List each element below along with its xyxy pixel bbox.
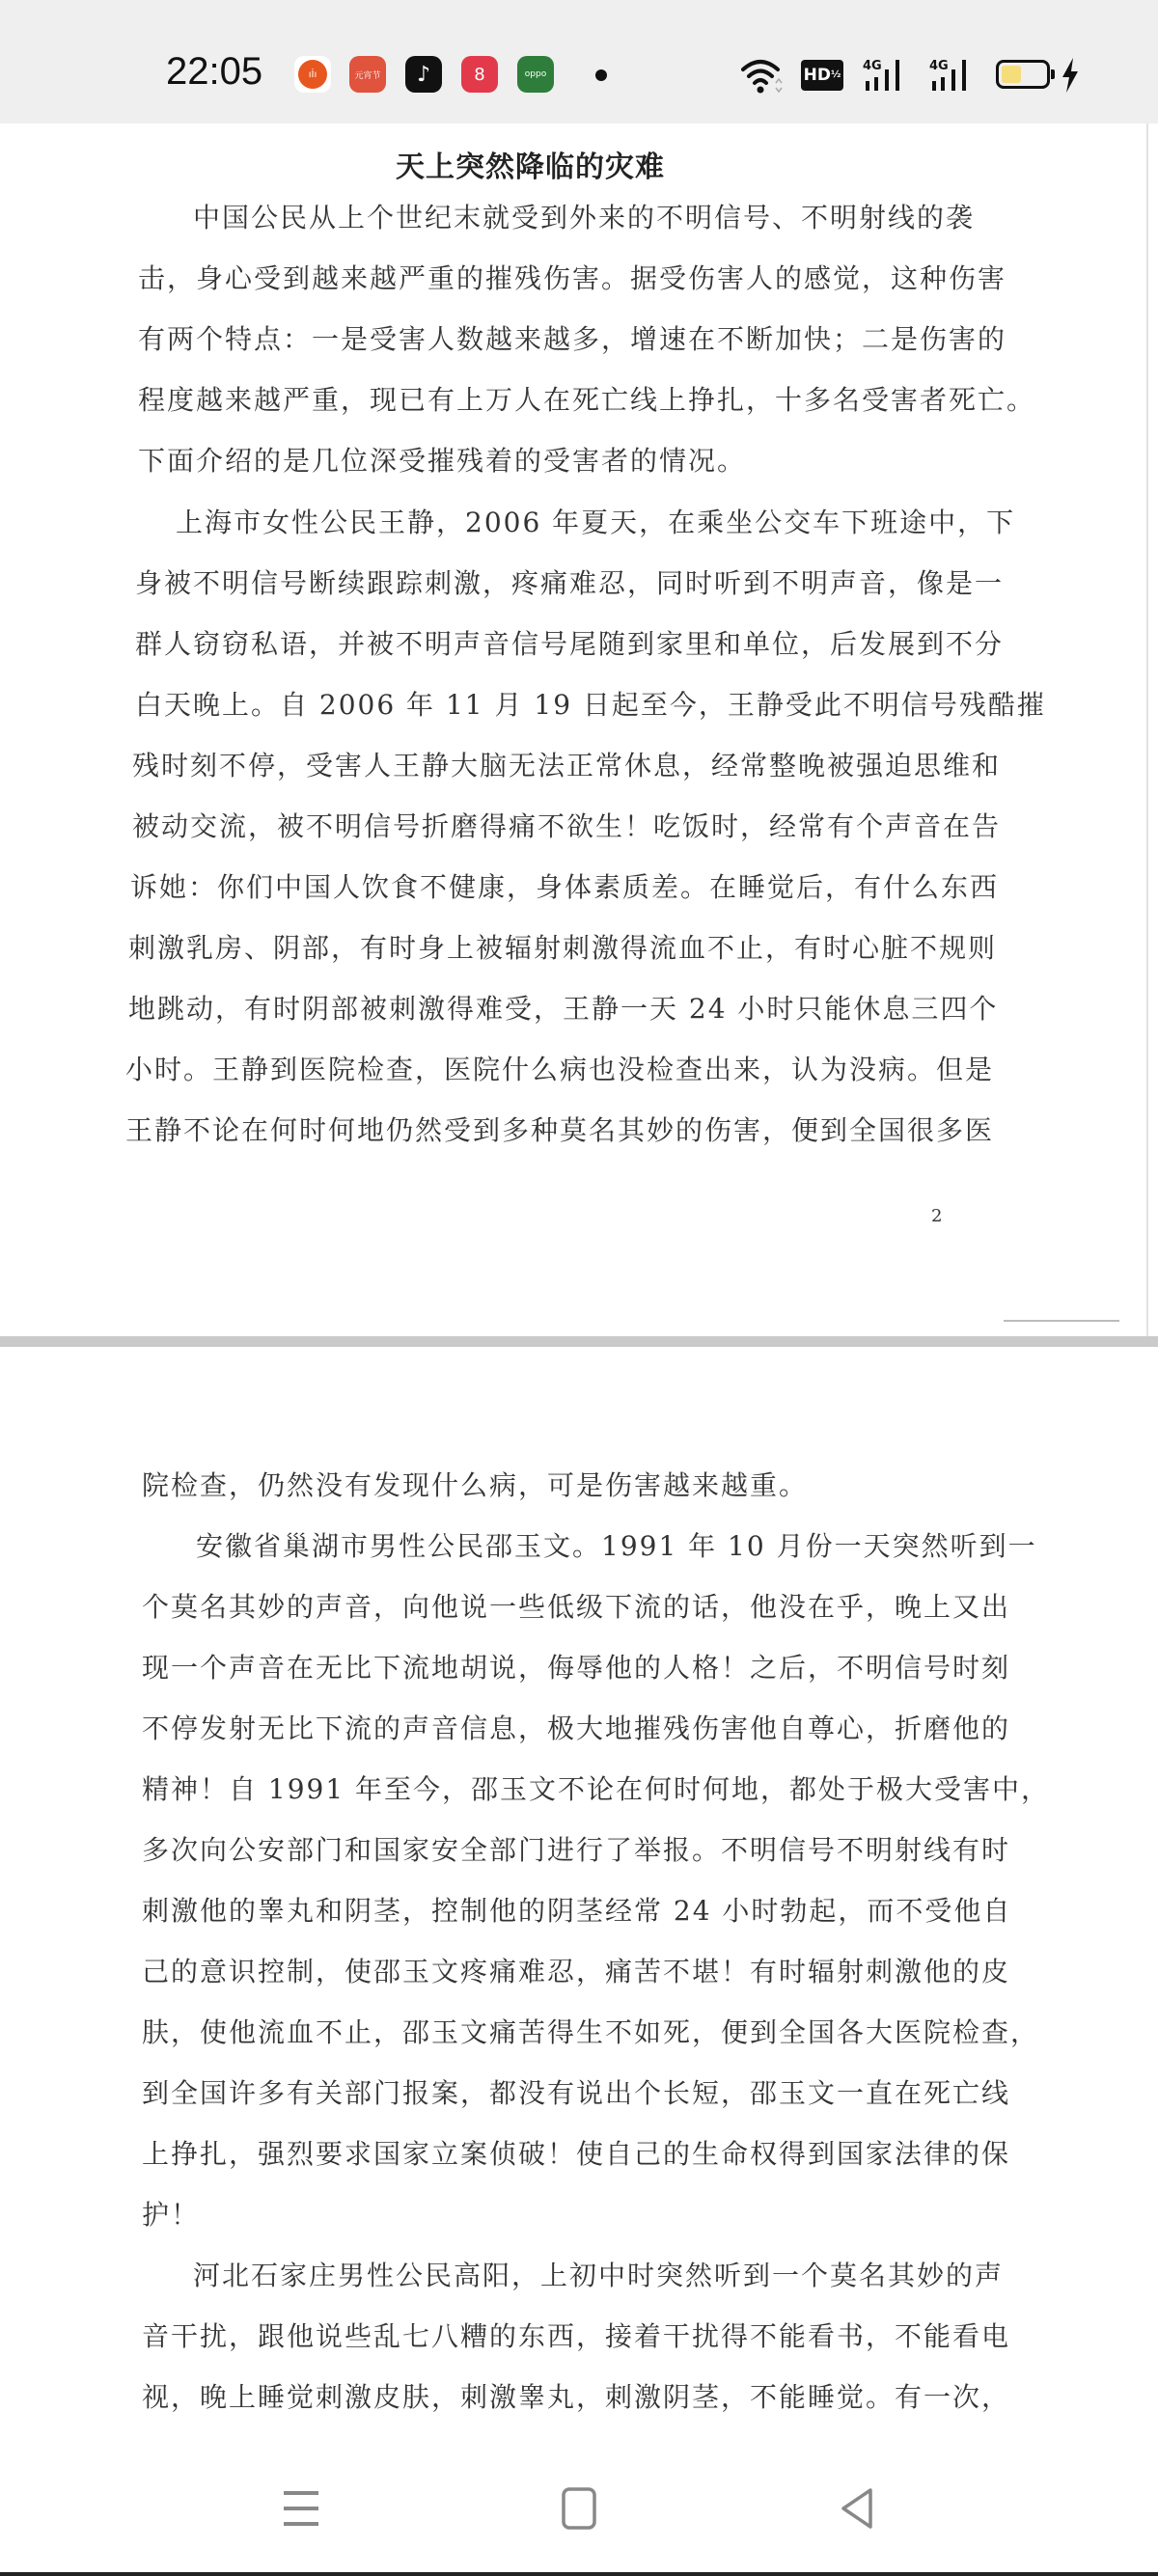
text-line: 地跳动，有时阴部被刺激得难受，王静一天 24 小时只能休息三四个 — [128, 993, 999, 1025]
back-button[interactable] — [828, 2480, 886, 2537]
ximalaya-notification-icon — [294, 56, 331, 93]
text-line: 身被不明信号断续跟踪刺激，疼痛难忍，同时听到不明声音，像是一 — [135, 567, 1005, 599]
page-number: 2 — [931, 1206, 943, 1226]
menu-lines-icon — [282, 2487, 320, 2530]
network-type-1: 4G — [863, 59, 882, 73]
text-line: 有两个特点：一是受害人数越来越多，增速在不断加快；二是伤害的 — [138, 323, 1007, 355]
recent-apps-button[interactable] — [272, 2480, 330, 2537]
text-line: 音干扰，跟他说些乱七八糟的东西，接着干扰得不能看书，不能看电 — [142, 2320, 1011, 2352]
text-line: 肤，使他流血不止，邵玉文痛苦得生不如死，便到全国各大医院检查， — [142, 2016, 1040, 2048]
charging-bolt-icon — [1060, 56, 1081, 95]
cell-signal-1-icon — [862, 56, 908, 95]
text-line: 不停发射无比下流的声音信息，极大地摧残伤害他自尊心，折磨他的 — [142, 1713, 1011, 1744]
douyin-notification-icon: ♪ — [405, 56, 442, 93]
document-page-2 — [0, 1347, 1158, 2451]
battery-nub — [1051, 69, 1055, 79]
network-type-2: 4G — [929, 59, 949, 73]
status-bar — [0, 0, 1158, 123]
text-line: 击，身心受到越来越严重的摧残伤害。据受伤害人的感觉，这种伤害 — [138, 262, 1007, 294]
battery-level — [1002, 66, 1021, 83]
text-line: 多次向公安部门和国家安全部门进行了举报。不明信号不明射线有时 — [142, 1834, 1011, 1866]
text-line: 精神！自 1991 年至今，邵玉文不论在何时何地，都处于极大受害中， — [142, 1773, 1051, 1805]
text-line: 视，晚上睡觉刺激皮肤，刺激睾丸，刺激阴茎，不能睡觉。有一次， — [142, 2381, 1011, 2413]
system-navigation-bar — [0, 2451, 1158, 2576]
scan-artifact-line — [1004, 1320, 1119, 1322]
cell-signal-2-icon — [928, 56, 975, 95]
text-line: 院检查，仍然没有发现什么病，可是伤害越来越重。 — [142, 1469, 809, 1501]
text-line: 到全国许多有关部门报案，都没有说出个长短，邵玉文一直在死亡线 — [142, 2077, 1011, 2109]
back-triangle-icon — [838, 2486, 876, 2531]
text-line: 被动交流，被不明信号折磨得痛不欲生！吃饭时，经常有个声音在告 — [132, 810, 1002, 842]
text-line: 刺激乳房、阴部，有时身上被辐射刺激得流血不止，有时心脏不规则 — [128, 932, 998, 964]
text-line: 上挣扎，强烈要求国家立案侦破！使自己的生命权得到国家法律的保 — [142, 2138, 1011, 2170]
screen-bottom-edge — [0, 2572, 1158, 2576]
text-line: 己的意识控制，使邵玉文疼痛难忍，痛苦不堪！有时辐射刺激他的皮 — [142, 1956, 1011, 1987]
battery-icon — [996, 60, 1050, 89]
ximalaya-glyph: ıİı — [298, 60, 327, 89]
text-line: 现一个声音在无比下流地胡说，侮辱他的人格！之后，不明信号时刻 — [142, 1652, 1011, 1684]
document-page-1 — [0, 123, 1158, 1336]
kuaishou-notification-icon: 8 — [461, 56, 498, 93]
hd-label: HD — [803, 66, 831, 85]
dongchedi-notification-icon: 元宵节 — [349, 56, 386, 93]
text-line: 残时刻不停，受害人王静大脑无法正常休息，经常整晚被强迫思维和 — [132, 750, 1002, 781]
text-line: 个莫名其妙的声音，向他说一些低级下流的话，他没在乎，晚上又出 — [142, 1591, 1011, 1623]
text-line: 刺激他的睾丸和阴茎，控制他的阴茎经常 24 小时勃起，而不受他自 — [142, 1895, 1012, 1927]
text-line: 护！ — [142, 2199, 201, 2231]
text-line: 王静不论在何时何地仍然受到多种莫名其妙的伤害，便到全国很多医 — [125, 1114, 995, 1146]
text-line: 河北石家庄男性公民高阳，上初中时突然听到一个莫名其妙的声 — [193, 2260, 1005, 2291]
clock: 22:05 — [166, 50, 263, 93]
text-line: 中国公民从上个世纪末就受到外来的不明信号、不明射线的袭 — [193, 202, 976, 233]
text-line: 小时。王静到医院检查，医院什么病也没检查出来，认为没病。但是 — [125, 1054, 995, 1085]
text-line: 白天晚上。自 2006 年 11 月 19 日起至今，王静受此不明信号残酷摧 — [135, 689, 1046, 721]
hd-voice-icon: HD ½ — [801, 60, 843, 91]
more-notifications-dot-icon — [595, 69, 607, 81]
text-line: 诉她：你们中国人饮食不健康，身体素质差。在睡觉后，有什么东西 — [130, 871, 1000, 903]
home-square-icon — [560, 2486, 598, 2531]
wifi-icon — [741, 56, 784, 95]
text-line: 下面介绍的是几位深受摧残着的受害者的情况。 — [138, 445, 747, 477]
page-separator — [0, 1336, 1158, 1347]
page-edge — [1146, 123, 1148, 1336]
oppo-notification-icon: oppo — [517, 56, 554, 93]
text-line: 程度越来越严重，现已有上万人在死亡线上挣扎，十多名受害者死亡。 — [138, 384, 1036, 416]
home-button[interactable] — [550, 2480, 608, 2537]
text-line: 上海市女性公民王静，2006 年夏天，在乘坐公交车下班途中，下 — [176, 507, 1016, 538]
text-line: 安徽省巢湖市男性公民邵玉文。1991 年 10 月份一天突然听到一 — [196, 1530, 1037, 1562]
document-title: 天上突然降临的灾难 — [396, 151, 665, 184]
text-line: 群人窃窃私语，并被不明声音信号尾随到家里和单位，后发展到不分 — [135, 628, 1005, 660]
